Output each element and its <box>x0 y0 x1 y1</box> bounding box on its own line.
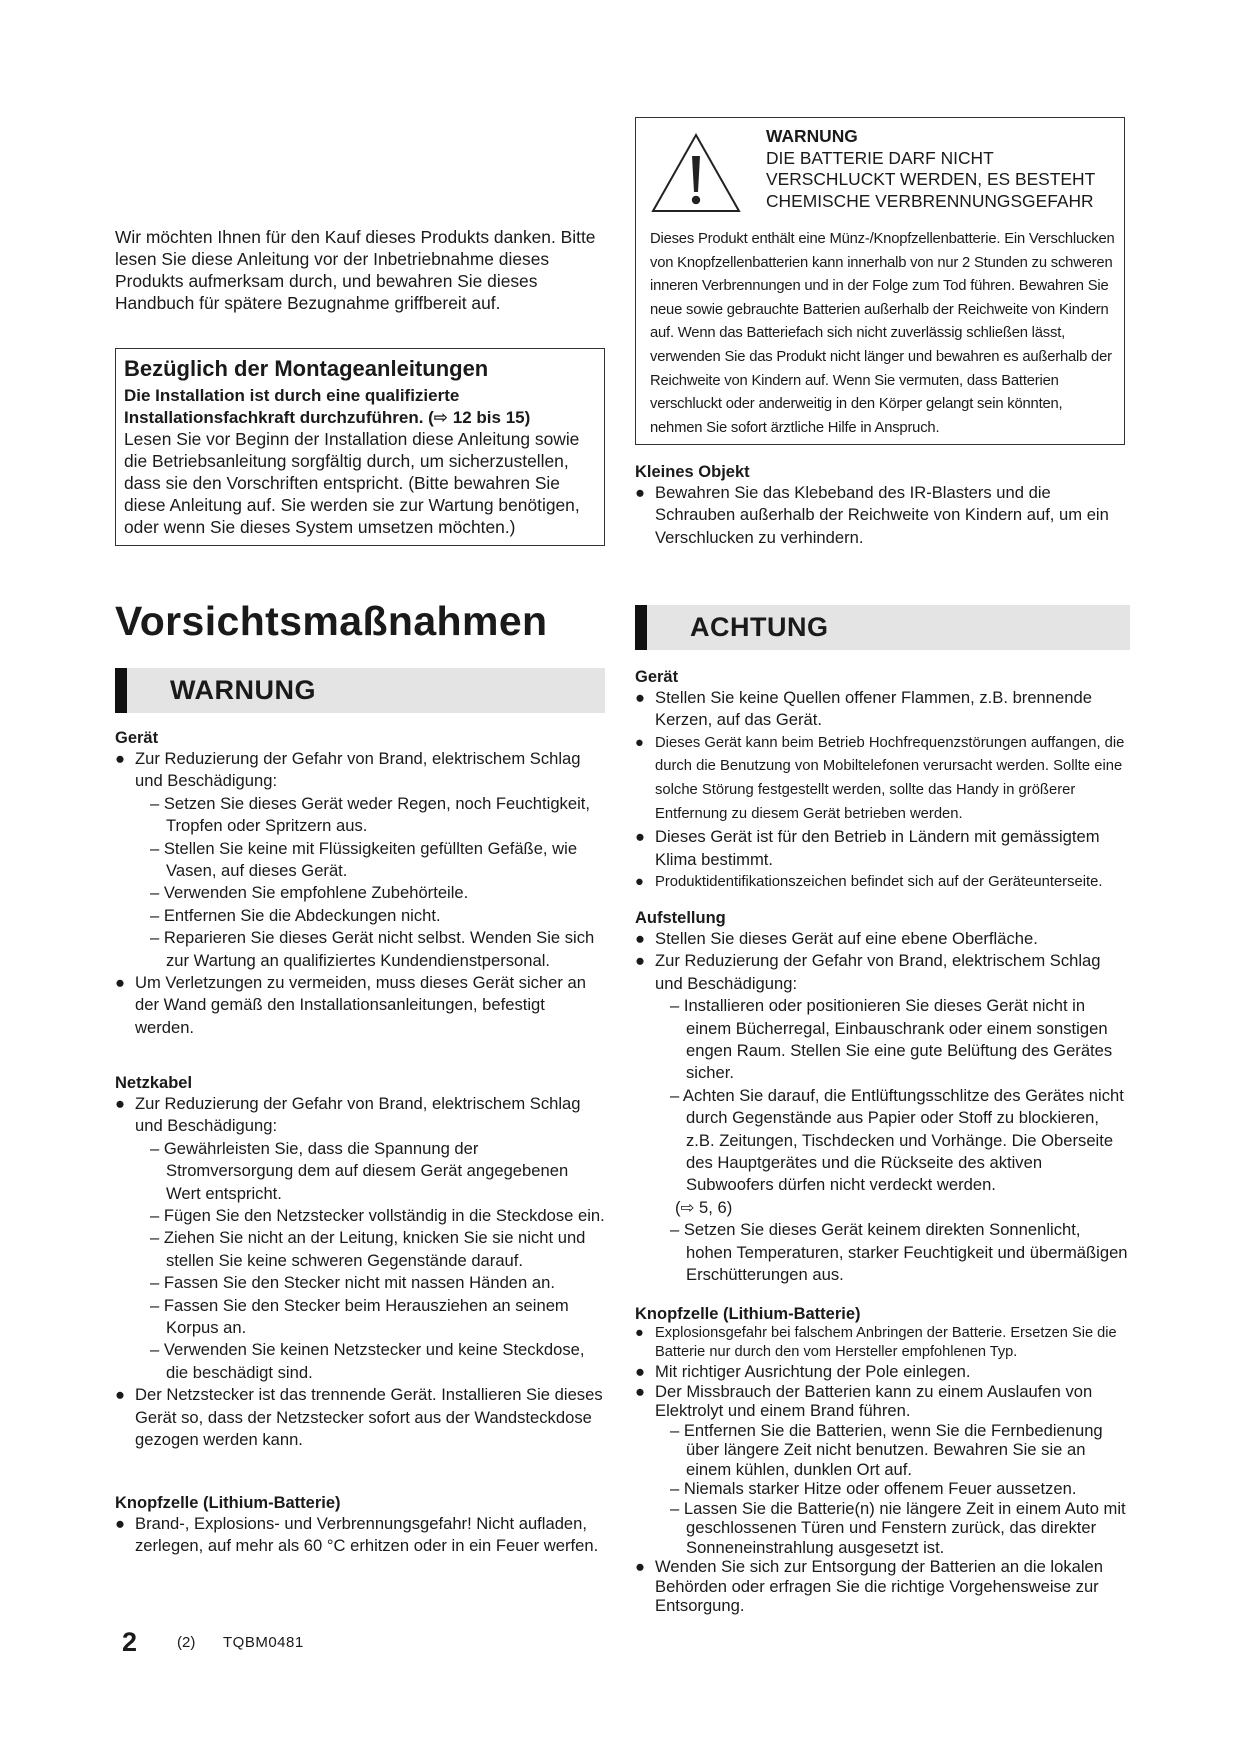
list-item: ● Stellen Sie keine Quellen offener Flammen, z.B. brennende Kerzen, auf das Gerät. <box>635 688 1092 730</box>
achtung-band-label: ACHTUNG <box>690 612 829 642</box>
mounting-box-bold-line: Installationsfachkraft durchzuführen. (⇨ 12 bis 15) <box>124 407 531 427</box>
section-heading: Gerät <box>115 729 159 747</box>
list-item: ● Zur Reduzierung der Gefahr von Brand, elektrischem Schlag und Beschädigung: <box>115 749 581 791</box>
list-item: ● Brand-, Explosions- und Verbrennungsgefahr! Nicht aufladen, zerlegen, auf mehr als 60 °C erhitzen oder in ein Feuer werfen. <box>115 1514 599 1556</box>
list-item: ● Stellen Sie dieses Gerät auf eine ebene Oberfläche. <box>635 929 1038 948</box>
page-title: Vorsichtsmaßnahmen <box>115 598 548 644</box>
list-item: ● Bewahren Sie das Klebeband des IR-Blasters und die Schrauben außerhalb der Reichweite von Kindern auf, um ein Verschlucken zu verhindern. <box>635 483 1109 547</box>
section-heading: Knopfzelle (Lithium-Batterie) <box>635 1305 861 1323</box>
list-item: ● Explosionsgefahr bei falschem Anbringen der Batterie. Ersetzen Sie die Batterie nur durch den vom Hersteller empfohlenen Typ. <box>635 1325 1117 1360</box>
intro-text: Wir möchten Ihnen für den Kauf dieses Produkts danken. Bitte lesen Sie diese Anleitung vor der Inbetriebnahme dieses Produkts aufmerksam durch, und bewahren Sie dieses Handbuch für spätere Bezugnahme griffbereit auf. <box>115 227 596 313</box>
list-item: ● Der Netzstecker ist das trennende Gerät. Installieren Sie dieses Gerät so, dass der Netzstecker sofort aus der Wandsteckdose gezogen werden kann. <box>115 1385 603 1450</box>
battery-warning-body: Dieses Produkt enthält eine Münz-/Knopfzellenbatterie. Ein Verschlucken von Knopfzellenbatterien kann innerhalb von nur 2 Stunden zu schweren inneren Verbrennungen und in der Folge zum Tod führen. Bewahren Sie neue sowie gebrauchte Batterien außerhalb der Reichweite von Kindern auf. Wenn das Batteriefach sich nicht zuverlässig schließen lässt, verwenden Sie das Produkt nicht länger und bewahren es außerhalb der Reichweite von Kindern auf. Wenn Sie vermuten, dass Batterien verschluckt oder anderweitig in den Körper gelangt sein könnten, nehmen Sie sofort ärztliche Hilfe in Anspruch. <box>650 231 1115 436</box>
mounting-box-text: Lesen Sie vor Beginn der Installation diese Anleitung sowie die Betriebsanleitung sorgfältig durch, um sicherzustellen, dass sie den Vorschriften entspricht. (Bitte bewahren Sie diese Anleitung auf. Sie werden sie zur Wartung benötigen, oder wenn Sie dieses System umsetzen möchten.) <box>124 429 580 537</box>
sub-item: – Fassen Sie den Stecker beim Herausziehen an seinem Korpus an. <box>150 1295 569 1338</box>
band-marker <box>115 668 127 713</box>
sub-item: – Fügen Sie den Netzstecker vollständig in die Steckdose ein. <box>150 1206 605 1226</box>
warning-triangle-icon <box>650 132 742 214</box>
sub-item: – Verwenden Sie keinen Netzstecker und keine Steckdose, die beschädigt sind. <box>150 1340 585 1382</box>
section-aufstellung <box>635 908 1130 1287</box>
section-right-knopfzelle <box>635 1304 1130 1616</box>
section-knopfzelle <box>115 1493 605 1558</box>
sub-page-number: (2) <box>177 1634 196 1651</box>
sub-item: – Stellen Sie keine mit Flüssigkeiten gefüllten Gefäße, wie Vasen, auf dieses Gerät. <box>150 838 578 881</box>
list-item: ● Um Verletzungen zu vermeiden, muss dieses Gerät sicher an der Wand gemäß den Installationsanleitungen, befestigt werden. <box>115 973 587 1037</box>
list-item: ● Wenden Sie sich zur Entsorgung der Batterien an die lokalen Behörden oder erfragen Sie die richtige Vorgehensweise zur Entsorgung. <box>635 1557 1103 1615</box>
band-marker <box>635 605 647 650</box>
sub-item: – Ziehen Sie nicht an der Leitung, knicken Sie sie nicht und stellen Sie keine schweren Gegenstände darauf. <box>150 1228 586 1270</box>
section-heading: Aufstellung <box>635 909 726 927</box>
warning-band <box>115 668 605 713</box>
page-number: 2 <box>122 1627 138 1657</box>
mounting-box-bold-line: Die Installation ist durch eine qualifizierte <box>124 386 460 405</box>
sub-item: – Fassen Sie den Stecker nicht mit nassen Händen an. <box>150 1273 555 1293</box>
section-right-geraet <box>635 667 1130 895</box>
sub-item: – Entfernen Sie die Abdeckungen nicht. <box>150 905 441 925</box>
warning-band-label: WARNUNG <box>170 675 316 705</box>
battery-warning-title <box>766 126 1095 212</box>
sub-item: – Lassen Sie die Batterie(n) nie längere Zeit in einem Auto mit geschlossenen Türen und Fenstern zurück, das direkter Sonneneinstrahlung ausgesetzt ist. <box>670 1498 1126 1557</box>
document-code: TQBM0481 <box>223 1634 304 1651</box>
list-item: ● Der Missbrauch der Batterien kann zu einem Auslaufen von Elektrolyt und einem Brand führen. <box>635 1381 1093 1420</box>
sub-item: – Entfernen Sie die Batterien, wenn Sie die Fernbedienung über längere Zeit nicht benutzen. Bewahren Sie sie an einem kühlen, dunklen Ort auf. <box>670 1420 1103 1479</box>
sub-item: – Setzen Sie dieses Gerät weder Regen, noch Feuchtigkeit, Tropfen oder Spritzern aus. <box>150 793 590 836</box>
sub-item: – Setzen Sie dieses Gerät keinem direkten Sonnenlicht, hohen Temperaturen, starker Feuchtigkeit und übermäßigen Erschütterungen aus. <box>670 1220 1128 1285</box>
warning-line: DIE BATTERIE DARF NICHT <box>766 147 994 168</box>
sub-item: – Achten Sie darauf, die Entlüftungsschlitze des Gerätes nicht durch Gegenstände aus Papier oder Stoff zu blockieren, z.B. Zeitungen, Tischdecken und Vorhänge. Die Oberseite des Hauptgerätes und die Rückseite des aktiven Subwoofers dürfen nicht verdeckt werden. <box>670 1085 1124 1195</box>
sub-item: – Niemals starker Hitze oder offenem Feuer aussetzen. <box>670 1479 1077 1498</box>
sub-item: – Reparieren Sie dieses Gerät nicht selbst. Wenden Sie sich zur Wartung an qualifiziertes Kundendienstpersonal. <box>150 928 595 970</box>
warning-heading: WARNUNG <box>766 126 858 146</box>
section-kleines-objekt <box>635 462 1130 549</box>
warning-line: VERSCHLUCKT WERDEN, ES BESTEHT <box>766 169 1096 189</box>
sub-item: – Installieren oder positionieren Sie dieses Gerät nicht in einem Bücherregal, Einbauschrank oder einem sonstigen engen Raum. Stellen Sie eine gute Belüftung des Gerätes sicher. <box>670 996 1113 1083</box>
section-netzkabel <box>115 1073 605 1452</box>
section-geraet <box>115 728 605 1039</box>
page-reference: (⇨ 5, 6) <box>675 1197 733 1217</box>
section-heading: Gerät <box>635 668 679 686</box>
achtung-band <box>635 605 1130 650</box>
mounting-box-title: Bezüglich der Montageanleitungen <box>124 356 489 381</box>
section-heading: Netzkabel <box>115 1074 193 1092</box>
sub-item: – Gewährleisten Sie, dass die Spannung der Stromversorgung dem auf diesem Gerät angegebenen Wert entspricht. <box>150 1138 569 1203</box>
list-item: ● Mit richtiger Ausrichtung der Pole einlegen. <box>635 1362 971 1381</box>
list-item: ● Zur Reduzierung der Gefahr von Brand, elektrischem Schlag und Beschädigung: <box>115 1094 581 1136</box>
list-item: ● Zur Reduzierung der Gefahr von Brand, elektrischem Schlag und Beschädigung: <box>635 951 1101 993</box>
mounting-instructions-box <box>115 348 605 546</box>
list-item: ● Dieses Gerät ist für den Betrieb in Ländern mit gemässigtem Klima bestimmt. <box>635 827 1100 869</box>
warning-line: CHEMISCHE VERBRENNUNGSGEFAHR <box>766 190 1094 211</box>
list-item: ● Produktidentifikationszeichen befindet sich auf der Geräteunterseite. <box>635 874 1103 890</box>
list-item: ● Dieses Gerät kann beim Betrieb Hochfrequenzstörungen auffangen, die durch die Benutzung von Mobiltelefonen verursacht werden. Sollte eine solche Störung festgestellt werden, sollte das Handy in größerer Entfernung zu diesem Gerät betrieben werden. <box>635 734 1125 822</box>
sub-item: – Verwenden Sie empfohlene Zubehörteile. <box>150 883 469 903</box>
section-heading: Kleines Objekt <box>635 463 750 481</box>
section-heading: Knopfzelle (Lithium-Batterie) <box>115 1494 341 1512</box>
battery-warning-box <box>635 117 1125 445</box>
